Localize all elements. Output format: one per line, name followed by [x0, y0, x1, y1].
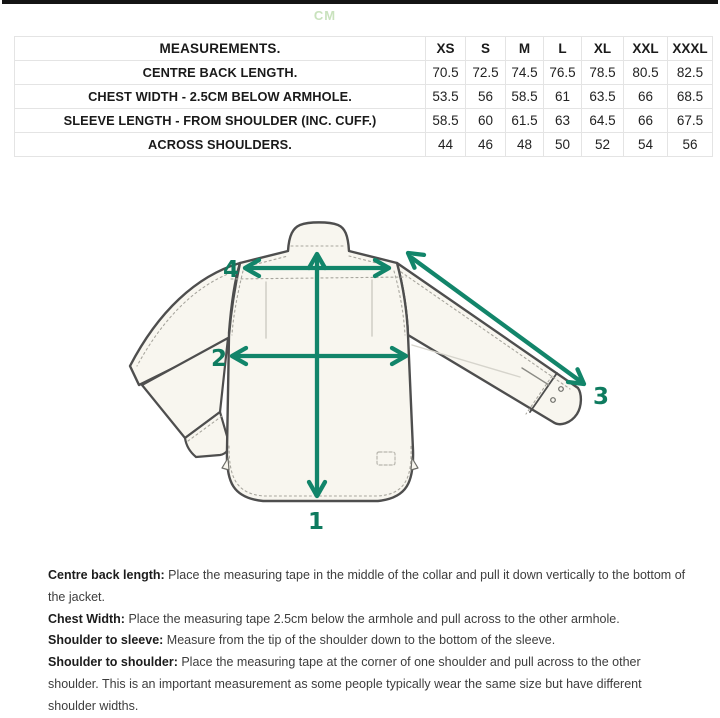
instruction-term: Shoulder to shoulder:	[48, 655, 178, 670]
instruction-term: Shoulder to sleeve:	[48, 633, 164, 648]
cell-value: 82.5	[668, 61, 713, 85]
cell-value: 63	[544, 109, 582, 133]
instruction-text: Place the measuring tape 2.5cm below the armhole and pull across to the other armhole.	[124, 611, 620, 626]
cell-value: 50	[544, 133, 582, 157]
measure-label-4: 4	[222, 257, 240, 283]
measuring-instructions	[48, 565, 693, 718]
row-label-across-shoulders: ACROSS SHOULDERS.	[15, 133, 426, 157]
cell-value: 66	[624, 85, 668, 109]
instruction-term: Centre back length:	[48, 568, 165, 582]
table-row	[15, 109, 713, 133]
col-header-xl: XL	[582, 37, 624, 61]
cell-value: 67.5	[668, 109, 713, 133]
cell-value: 76.5	[544, 61, 582, 85]
col-header-xs: XS	[426, 37, 466, 61]
instruction-text: Measure from the tip of the shoulder down to the bottom of the sleeve.	[163, 633, 556, 648]
table-row	[15, 133, 713, 157]
row-label-centre-back: CENTRE BACK LENGTH.	[15, 61, 426, 85]
cell-value: 70.5	[426, 61, 466, 85]
row-label-chest-width: CHEST WIDTH - 2.5CM BELOW ARMHOLE.	[15, 85, 426, 109]
measurement-diagram	[0, 178, 720, 566]
hem-vent	[222, 458, 229, 470]
col-header-xxxl: XXXL	[668, 37, 713, 61]
cell-value: 44	[426, 133, 466, 157]
instruction-term: Chest Width:	[48, 611, 125, 626]
cell-value: 52	[582, 133, 624, 157]
measure-label-2: 2	[210, 346, 228, 372]
cell-value: 54	[624, 133, 668, 157]
hem-vent	[411, 458, 418, 470]
cell-value: 58.5	[506, 85, 544, 109]
shirt-right-sleeve	[397, 263, 581, 424]
cell-value: 64.5	[582, 109, 624, 133]
cell-value: 56	[668, 133, 713, 157]
instruction-shoulder-to-sleeve	[48, 630, 693, 652]
cell-value: 80.5	[624, 61, 668, 85]
top-divider-bar	[2, 0, 718, 4]
col-header-xxl: XXL	[624, 37, 668, 61]
cell-value: 74.5	[506, 61, 544, 85]
cell-value: 46	[466, 133, 506, 157]
row-label-sleeve-length: SLEEVE LENGTH - FROM SHOULDER (INC. CUFF.)	[15, 109, 426, 133]
measure-label-1: 1	[307, 509, 325, 535]
cell-value: 72.5	[466, 61, 506, 85]
cell-value: 66	[624, 109, 668, 133]
size-chart-table	[14, 36, 713, 157]
col-header-s: S	[466, 37, 506, 61]
col-header-l: L	[544, 37, 582, 61]
col-header-measurements: MEASUREMENTS.	[15, 37, 426, 61]
cell-value: 61.5	[506, 109, 544, 133]
cell-value: 61	[544, 85, 582, 109]
cell-value: 56	[466, 85, 506, 109]
cell-value: 63.5	[582, 85, 624, 109]
unit-toggle-cm[interactable]: CM	[313, 8, 337, 23]
cell-value: 48	[506, 133, 544, 157]
table-row	[15, 61, 713, 85]
instruction-centre-back	[48, 565, 693, 609]
cell-value: 53.5	[426, 85, 466, 109]
cell-value: 60	[466, 109, 506, 133]
cell-value: 78.5	[582, 61, 624, 85]
shirt-illustration	[0, 178, 720, 566]
instruction-shoulder-to-shoulder	[48, 652, 693, 717]
table-row	[15, 85, 713, 109]
instruction-chest-width	[48, 609, 693, 631]
table-header-row	[15, 37, 713, 61]
cell-value: 58.5	[426, 109, 466, 133]
instruction-text: Place the measuring tape at the corner of one shoulder and pull across to the other shoulder. This is an important measurement as some people typically wear the same size but have different shoulder widths.	[48, 655, 642, 713]
cell-value: 68.5	[668, 85, 713, 109]
measure-label-3: 3	[592, 384, 610, 410]
instruction-text: Place the measuring tape in the middle of the collar and pull it down vertically to the bottom of the jacket.	[48, 568, 686, 604]
col-header-m: M	[506, 37, 544, 61]
